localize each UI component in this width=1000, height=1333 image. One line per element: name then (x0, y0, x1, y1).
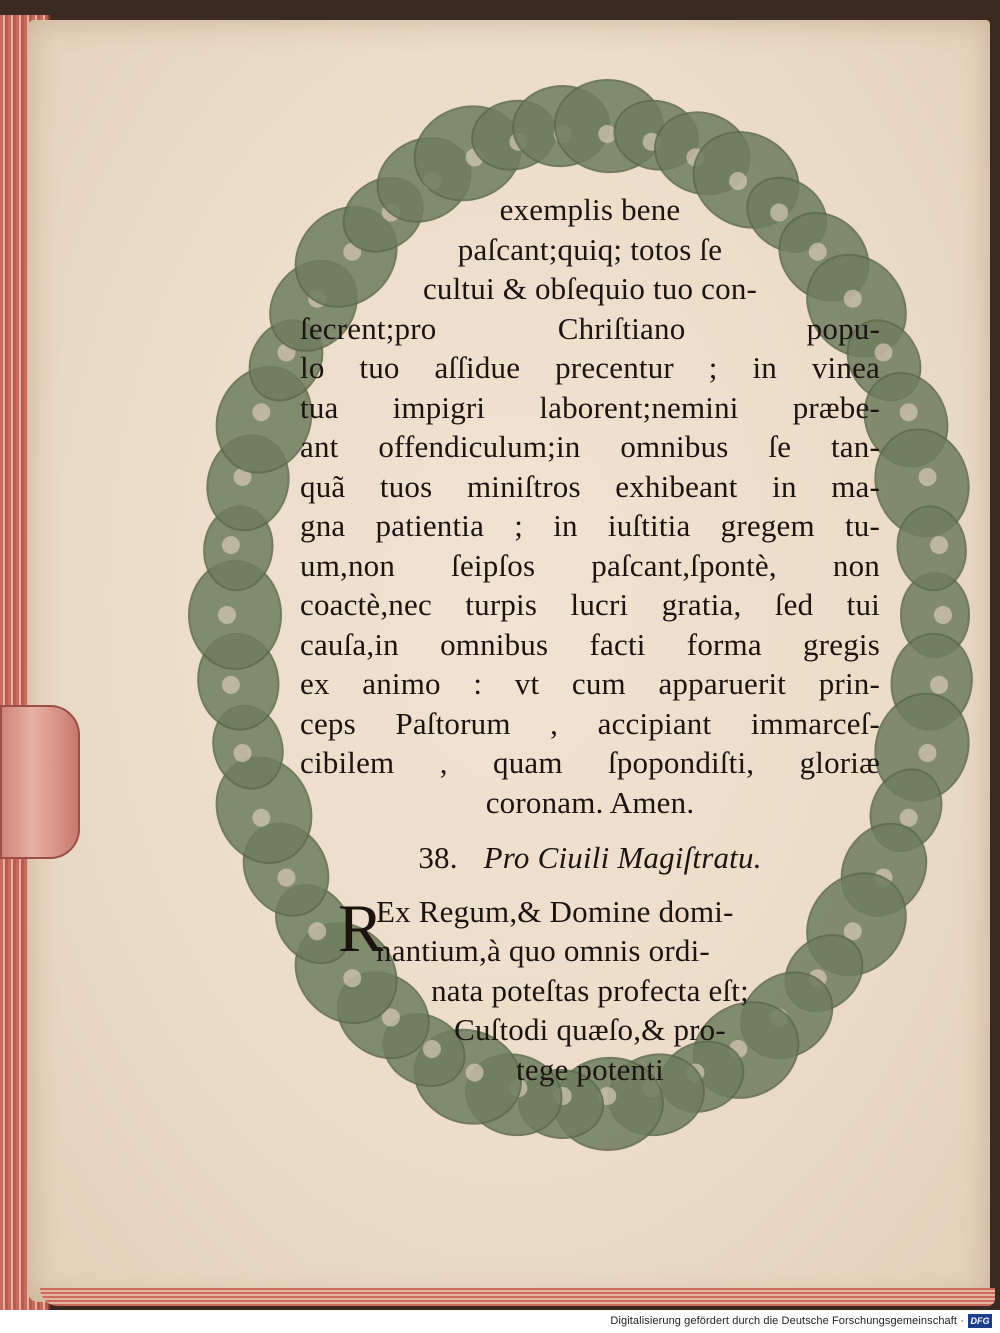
text-line: gna patientia ; in iuſtitia gregem tu- (300, 508, 880, 543)
wreath-highlight (252, 809, 270, 827)
wreath-highlight (278, 869, 296, 887)
wreath-highlight (930, 536, 948, 554)
wreath-highlight (919, 744, 937, 762)
wreath-highlight (234, 744, 252, 762)
text-line: tege potenti (516, 1051, 664, 1087)
wreath-highlight (930, 676, 948, 694)
text-line: tua impigri laborent;nemini præbe- (300, 389, 880, 425)
text-line: nantium,à quo omnis ordi- (376, 933, 710, 968)
text-line: coactè,nec turpis lucri gratia, ſed tui (300, 587, 880, 622)
text-line: ant offendiculum;in omnibus ſe tan- (300, 429, 880, 464)
wreath-highlight (222, 536, 240, 554)
section-heading (300, 838, 880, 878)
text-line: cibilem , quam ſpopondiſti, gloriæ (300, 745, 880, 780)
wreath-highlight (222, 676, 240, 694)
digitization-footer (0, 1310, 1000, 1333)
text-line: ceps Paſtorum , accipiant immarceſ- (300, 705, 880, 741)
wreath-highlight (934, 606, 952, 624)
drop-cap-letter: R (338, 889, 384, 966)
text-line: Cuſtodi quæſo,& pro- (454, 1012, 726, 1047)
text-line: paſcant;quiq; totos ſe (457, 231, 723, 267)
wreath-highlight (900, 809, 918, 827)
dfg-logo-icon: DFG (968, 1314, 992, 1328)
footer-credit: Digitalisierung gefördert durch die Deutsche Forschungsgemeinschaft · (610, 1315, 964, 1327)
text-line: nata poteſtas profecta eſt; (431, 972, 749, 1008)
text-line: ſecrent;pro Chriſtiano popu- (300, 310, 880, 346)
text-line: ex animo : vt cum apparuerit prin- (300, 666, 880, 701)
section-title: Pro Ciuili Magiſtratu. (483, 840, 762, 875)
prayer-text-lower (300, 889, 880, 1090)
text-line: um,non ſeipſos paſcant,ſpontè, non (300, 547, 880, 583)
section-number: 38. (418, 840, 458, 875)
prayer-text-block (300, 190, 880, 1089)
prayer-text-upper (300, 190, 880, 822)
text-line: coronam. Amen. (485, 784, 695, 820)
wreath-highlight (252, 403, 270, 421)
wreath-highlight (900, 403, 918, 421)
wreath-highlight (919, 468, 937, 486)
text-line: quã tuos miniſtros exhibeant in ma- (300, 468, 880, 504)
text-line: cauſa,in omnibus facti forma gregis (300, 626, 880, 662)
text-line: Ex Regum,& Domine domi- (376, 893, 734, 929)
wreath-highlight (218, 606, 236, 624)
text-line: cultui & obſequio tuo con- (422, 271, 758, 306)
wreath-highlight (729, 172, 747, 190)
text-line: exemplis bene (499, 192, 681, 227)
text-line: lo tuo aſſidue precentur ; in vinea (300, 350, 880, 385)
